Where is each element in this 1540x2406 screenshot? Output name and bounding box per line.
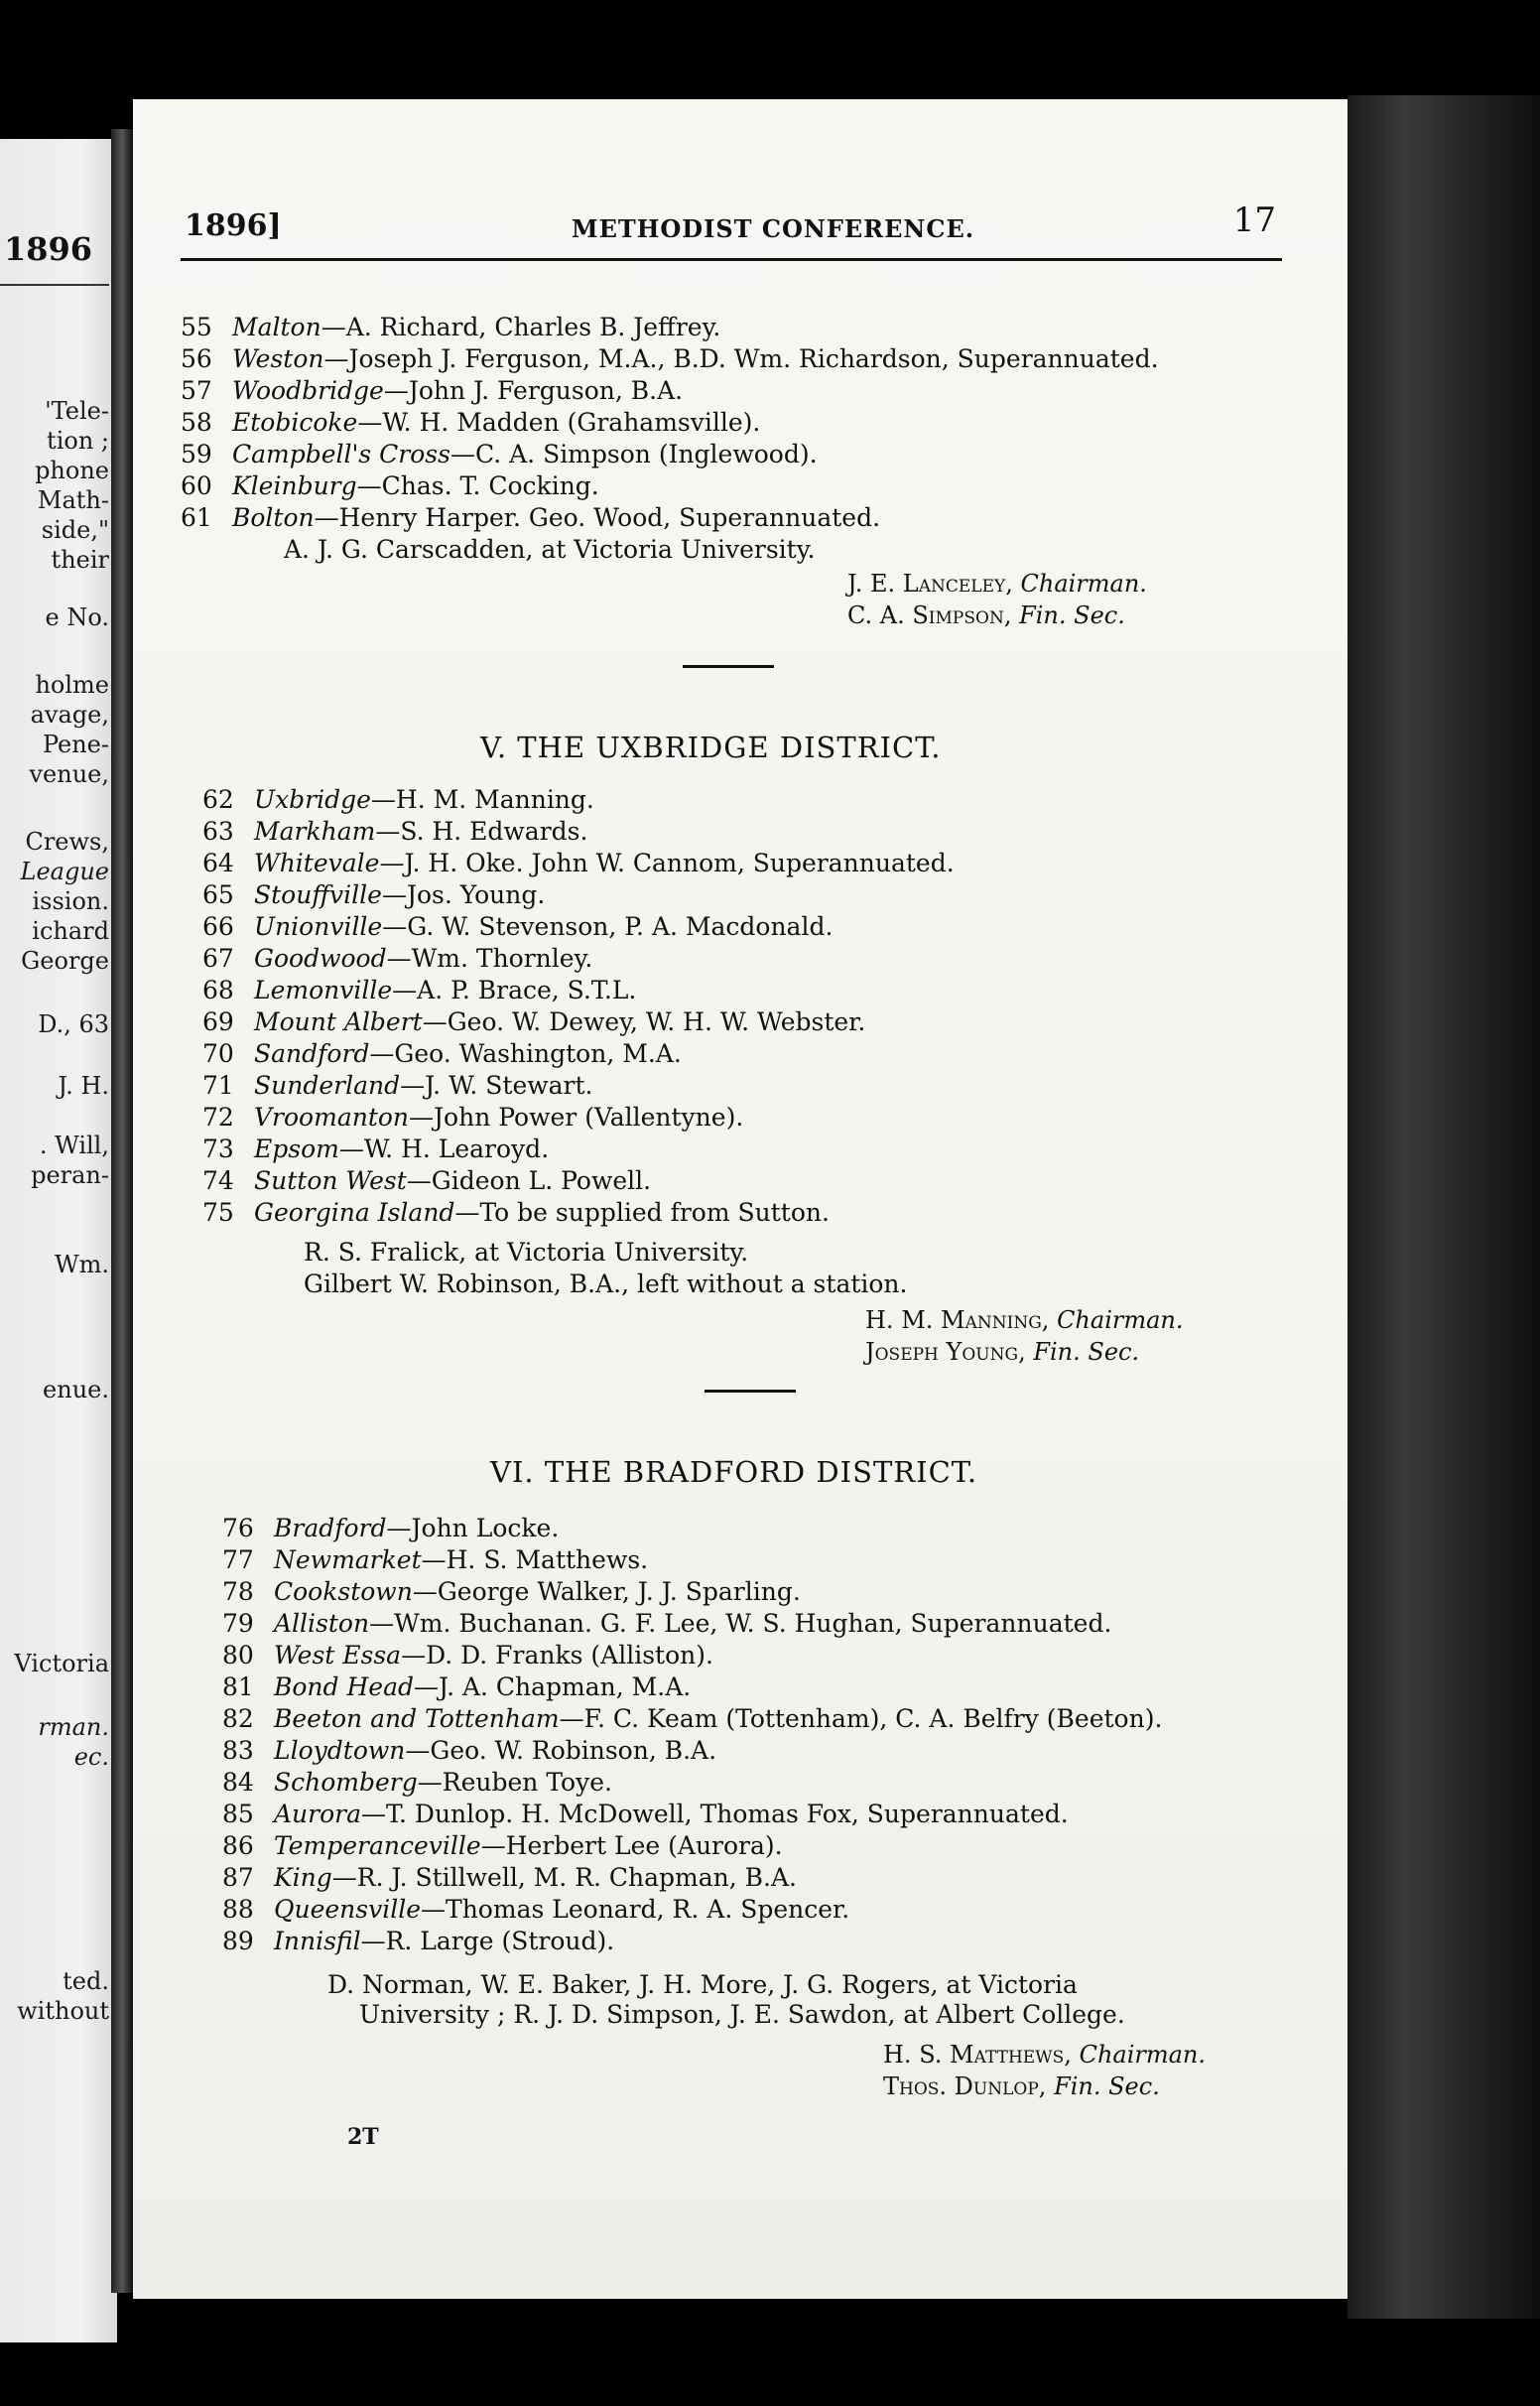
left-page-fragment: J. H. [58,1072,109,1100]
entry-place: Schomberg [274,1768,418,1797]
entry-dash: — [379,849,405,877]
entry-place: Stouffville [254,880,382,909]
entry-ministers: R. Large (Stroud). [385,1927,615,1955]
left-page-fragment: D., 63 [38,1010,109,1038]
circuit-entry [222,1703,1344,1735]
entry-dash: — [338,1135,364,1163]
left-page-fragment: ted. [63,1967,109,1995]
entry-number: 89 [222,1927,254,1955]
entry-ministers: Chas. T. Cocking. [381,471,599,500]
entry-ministers: Henry Harper. Geo. Wood, Superannuated. [338,503,881,532]
left-page-rule [0,284,109,286]
entry-place: Beeton and Tottenham [274,1704,560,1733]
entry-ministers: W. H. Madden (Grahamsville). [382,408,761,437]
header-title: METHODIST CONFERENCE. [572,214,975,243]
entry-dash: — [370,785,396,814]
entry-dash: — [412,1577,438,1606]
circuit-entry [181,439,1302,470]
entry-ministers: Geo. Washington, M.A. [394,1039,682,1068]
entry-place: Alliston [274,1609,370,1638]
section1-entry-list [181,312,1302,534]
section2-chairman [865,1304,1184,1336]
entry-place: Malton [232,313,321,341]
entry-place: Georgina Island [254,1198,455,1227]
entry-dash: — [375,817,401,846]
chairman-role: Chairman. [1057,1306,1184,1334]
entry-number: 70 [202,1039,234,1068]
circuit-entry [202,1197,1324,1229]
chairman-role: Chairman. [1079,2041,1207,2069]
entry-ministers: J. A. Chapman, M.A. [438,1672,692,1701]
left-page-fragment: peran- [31,1161,109,1189]
entry-place: Kleinburg [232,471,357,500]
entry-dash: — [392,976,418,1004]
entry-dash: — [421,1545,447,1574]
entry-number: 86 [222,1831,254,1860]
circuit-entry [222,1926,1344,1957]
entry-dash: — [331,1863,357,1892]
circuit-entry [202,1102,1324,1134]
entry-dash: — [357,408,383,437]
left-facing-page [0,139,117,2342]
entry-dash: — [405,1736,431,1765]
circuit-entry [202,1165,1324,1197]
entry-ministers: George Walker, J. J. Sparling. [437,1577,801,1606]
entry-dash: — [400,1071,426,1100]
circuit-entry [202,1134,1324,1165]
entry-dash: — [361,1800,387,1828]
circuit-entry [222,1513,1344,1544]
entry-dash: — [421,1895,447,1924]
entry-dash: — [401,1641,427,1670]
left-page-fragment: Pene- [42,731,109,758]
header-year: 1896] [185,208,282,243]
section2-title: V. THE UXBRIDGE DISTRICT. [480,731,942,764]
chairman-role: Chairman. [1020,570,1147,598]
entry-place: Lemonville [254,976,393,1004]
left-page-fragment: Victoria [14,1650,109,1677]
circuit-entry [222,1640,1344,1671]
left-page-fragment: without [17,1997,109,2025]
section1-chairman [847,568,1147,600]
circuit-entry [222,1830,1344,1862]
secretary-role: Fin. Sec. [1033,1338,1140,1366]
left-page-fragment: League [20,858,109,885]
entry-place: Newmarket [274,1545,422,1574]
entry-number: 60 [181,471,212,500]
entry-number: 85 [222,1800,254,1828]
entry-number: 65 [202,880,234,909]
entry-number: 88 [222,1895,254,1924]
entry-ministers: Thomas Leonard, R. A. Spencer. [446,1895,850,1924]
entry-dash: — [449,440,475,468]
entry-dash: — [422,1007,448,1036]
entry-ministers: A. Richard, Charles B. Jeffrey. [345,313,721,341]
circuit-entry [202,943,1324,975]
entry-dash: — [369,1039,395,1068]
main-page [133,99,1348,2299]
entry-number: 58 [181,408,212,437]
entry-number: 67 [202,944,234,973]
section3-secretary [883,2071,1160,2102]
chairman-name: H. M. Manning, [865,1306,1050,1334]
entry-dash: — [314,503,339,532]
section3-title: VI. THE BRADFORD DISTRICT. [490,1455,978,1489]
secretary-name: Thos. Dunlop, [883,2072,1047,2100]
entry-place: Campbell's Cross [232,440,450,468]
entry-ministers: Jos. Young. [406,880,546,909]
entry-number: 72 [202,1103,234,1132]
circuit-entry [202,784,1324,816]
circuit-entry [222,1576,1344,1608]
left-page-year: 1896 [4,230,93,268]
entry-dash: — [369,1609,395,1638]
circuit-entry [202,1070,1324,1102]
entry-dash: — [321,313,346,341]
entry-ministers: John Locke. [411,1514,560,1542]
entry-number: 69 [202,1007,234,1036]
entry-place: Bolton [232,503,315,532]
circuit-entry [202,848,1324,879]
chairman-name: J. E. Lanceley, [847,570,1013,598]
entry-ministers: C. A. Simpson (Inglewood). [474,440,818,468]
entry-ministers: J. H. Oke. John W. Cannom, Superannuated. [404,849,955,877]
entry-dash: — [356,471,382,500]
section2-secretary [865,1336,1139,1368]
circuit-entry [181,470,1302,502]
entry-place: Sunderland [254,1071,401,1100]
entry-number: 55 [181,313,212,341]
entry-number: 59 [181,440,212,468]
entry-ministers: R. J. Stillwell, M. R. Chapman, B.A. [356,1863,797,1892]
left-page-fragment: ission. [32,887,109,915]
entry-place: Temperanceville [274,1831,481,1860]
section-divider [683,665,774,668]
entry-number: 75 [202,1198,234,1227]
entry-dash: — [386,944,412,973]
entry-place: Lloydtown [274,1736,406,1765]
left-page-fragment: ichard [32,917,109,945]
entry-ministers: John Power (Vallentyne). [434,1103,744,1132]
left-page-fragment: e No. [45,603,109,631]
entry-place: Weston [232,344,324,373]
left-page-fragment: Math- [37,486,109,514]
entry-number: 79 [222,1609,254,1638]
circuit-entry [222,1735,1344,1767]
circuit-entry [202,911,1324,943]
left-page-fragment: avage, [30,701,109,729]
entry-ministers: J. W. Stewart. [425,1071,593,1100]
entry-dash: — [386,1514,412,1542]
entry-number: 57 [181,376,212,405]
printer-signature-mark: 2T [347,2124,379,2150]
circuit-entry [202,879,1324,911]
circuit-entry [222,1862,1344,1894]
circuit-entry [222,1799,1344,1830]
entry-ministers: Gideon L. Powell. [431,1166,652,1195]
entry-place: Unionville [254,912,383,941]
entry-number: 73 [202,1135,234,1163]
entry-dash: — [413,1672,439,1701]
circuit-entry [222,1767,1344,1799]
entry-dash: — [480,1831,506,1860]
entry-ministers: W. H. Learoyd. [363,1135,550,1163]
circuit-entry [222,1544,1344,1576]
chairman-name: H. S. Matthews, [883,2041,1072,2069]
entry-ministers: D. D. Franks (Alliston). [426,1641,713,1670]
entry-ministers: Geo. W. Dewey, W. H. W. Webster. [447,1007,866,1036]
entry-ministers: Geo. W. Robinson, B.A. [430,1736,717,1765]
circuit-entry [222,1671,1344,1703]
left-page-fragment: their [51,546,109,574]
entry-ministers: Joseph J. Ferguson, M.A., B.D. Wm. Richardson, Superannuated. [348,344,1159,373]
section3-chairman [883,2039,1206,2071]
left-page-fragment: holme [35,671,109,699]
entry-number: 64 [202,849,234,877]
entry-place: Innisfil [274,1927,361,1955]
entry-place: Whitevale [254,849,380,877]
entry-place: Vroomanton [254,1103,410,1132]
entry-ministers: Herbert Lee (Aurora). [505,1831,783,1860]
circuit-entry [222,1894,1344,1926]
section3-entry-list [222,1513,1344,1957]
entry-number: 83 [222,1736,254,1765]
entry-ministers: Reuben Toye. [442,1768,612,1797]
entry-ministers: A. P. Brace, S.T.L. [417,976,637,1004]
section-divider [705,1390,796,1393]
book-gutter [111,129,133,2293]
entry-place: Markham [254,817,376,846]
entry-number: 81 [222,1672,254,1701]
entry-number: 80 [222,1641,254,1670]
entry-ministers: To be supplied from Sutton. [479,1198,830,1227]
entry-ministers: F. C. Keam (Tottenham), C. A. Belfry (Beeton). [583,1704,1163,1733]
entry-dash: — [454,1198,480,1227]
section3-note-line1: D. Norman, W. E. Baker, J. H. More, J. G. Rogers, at Victoria [327,1970,1078,1999]
header-rule [181,258,1282,261]
entry-number: 84 [222,1768,254,1797]
left-page-fragment: George [21,947,109,975]
entry-place: Uxbridge [254,785,371,814]
entry-ministers: Wm. Thornley. [411,944,593,973]
circuit-entry [181,375,1302,407]
entry-number: 56 [181,344,212,373]
circuit-entry [202,975,1324,1006]
secretary-name: Joseph Young, [865,1338,1026,1366]
entry-place: Cookstown [274,1577,413,1606]
circuit-entry [202,1006,1324,1038]
entry-place: Aurora [274,1800,362,1828]
entry-number: 71 [202,1071,234,1100]
left-page-fragment: 'Tele- [45,397,109,425]
left-page-fragment: Crews, [25,828,109,856]
entry-place: West Essa [274,1641,402,1670]
entry-number: 77 [222,1545,254,1574]
secretary-name: C. A. Simpson, [847,602,1012,629]
book-edge [1348,95,1540,2319]
section1-note: A. J. G. Carscadden, at Victoria University. [284,535,816,564]
circuit-entry [181,407,1302,439]
entry-place: Queensville [274,1895,422,1924]
left-page-fragment: enue. [43,1376,109,1404]
circuit-entry [222,1608,1344,1640]
entry-place: Bradford [274,1514,387,1542]
entry-dash: — [360,1927,386,1955]
entry-number: 62 [202,785,234,814]
page-number: 17 [1232,200,1276,240]
entry-place: Etobicoke [232,408,358,437]
left-page-fragment: rman. [38,1713,109,1741]
entry-dash: — [381,880,407,909]
entry-dash: — [383,376,409,405]
entry-ministers: G. W. Stevenson, P. A. Macdonald. [407,912,834,941]
entry-dash: — [409,1103,435,1132]
entry-place: Sutton West [254,1166,407,1195]
entry-place: Woodbridge [232,376,384,405]
entry-number: 66 [202,912,234,941]
entry-ministers: Wm. Buchanan. G. F. Lee, W. S. Hughan, Superannuated. [394,1609,1112,1638]
circuit-entry [202,816,1324,848]
entry-number: 87 [222,1863,254,1892]
entry-ministers: T. Dunlop. H. McDowell, Thomas Fox, Superannuated. [386,1800,1069,1828]
section2-entry-list [202,784,1324,1229]
entry-place: Epsom [254,1135,339,1163]
left-page-fragment: venue, [29,760,109,788]
secretary-role: Fin. Sec. [1019,602,1125,629]
entry-dash: — [406,1166,432,1195]
left-page-fragment: ec. [73,1743,109,1771]
entry-number: 68 [202,976,234,1004]
left-page-fragment: phone [35,457,109,484]
section3-note-line2: University ; R. J. D. Simpson, J. E. Sawdon, at Albert College. [359,2000,1125,2029]
section2-note-1: R. S. Fralick, at Victoria University. [304,1238,749,1267]
entry-place: Sandford [254,1039,370,1068]
entry-ministers: H. S. Matthews. [446,1545,649,1574]
circuit-entry [181,312,1302,343]
entry-number: 82 [222,1704,254,1733]
entry-ministers: John J. Ferguson, B.A. [408,376,684,405]
left-page-fragment: . Will, [39,1132,109,1159]
entry-dash: — [323,344,349,373]
circuit-entry [202,1038,1324,1070]
secretary-role: Fin. Sec. [1054,2072,1160,2100]
left-page-fragment: tion ; [47,427,109,455]
entry-number: 61 [181,503,212,532]
entry-dash: — [559,1704,584,1733]
entry-place: Goodwood [254,944,387,973]
entry-number: 78 [222,1577,254,1606]
left-page-fragment: Wm. [54,1251,109,1278]
entry-number: 74 [202,1166,234,1195]
entry-place: Mount Albert [254,1007,423,1036]
entry-dash: — [417,1768,443,1797]
entry-number: 76 [222,1514,254,1542]
entry-ministers: S. H. Edwards. [400,817,588,846]
entry-number: 63 [202,817,234,846]
section1-secretary [847,600,1125,631]
left-page-fragment: side," [41,516,109,544]
entry-ministers: H. M. Manning. [395,785,594,814]
page-header [185,200,1276,248]
section2-note-2: Gilbert W. Robinson, B.A., left without a station. [304,1270,908,1298]
entry-place: King [274,1863,332,1892]
circuit-entry [181,502,1302,534]
entry-place: Bond Head [274,1672,414,1701]
circuit-entry [181,343,1302,375]
entry-dash: — [382,912,408,941]
